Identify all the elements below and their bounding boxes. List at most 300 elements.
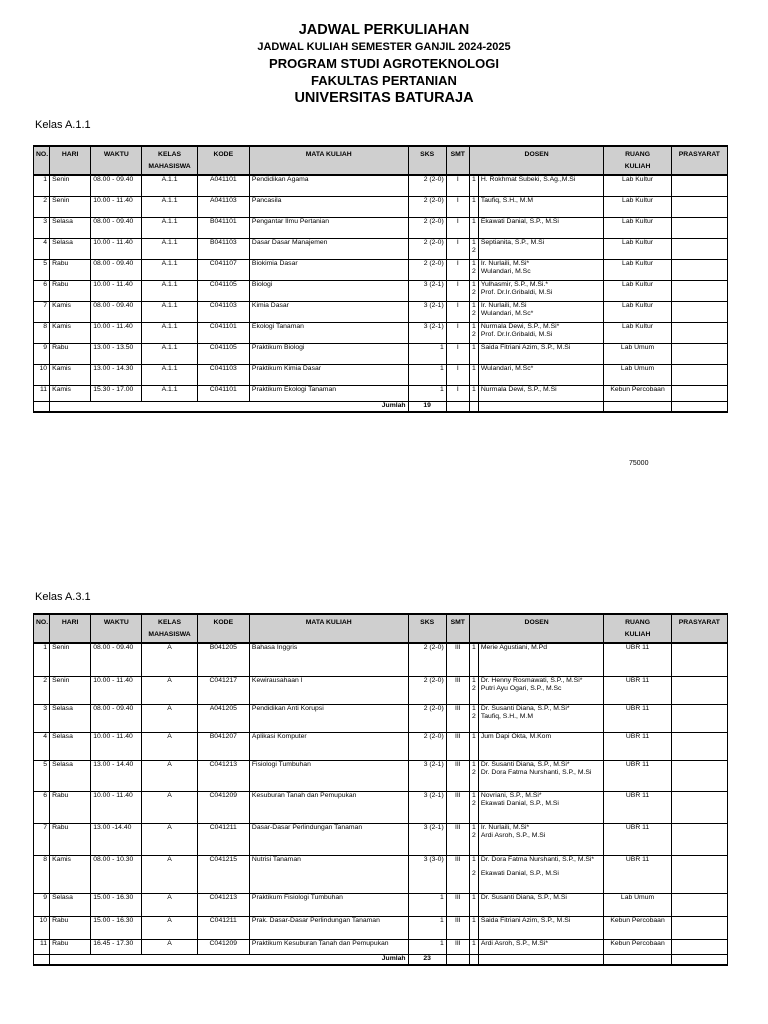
cell-mata-kuliah: Biokimia Dasar	[249, 259, 408, 280]
dosen-name: Ir. Nurlaili, M.Si*	[480, 823, 530, 831]
total-sks: 19	[408, 401, 446, 412]
cell-dosen-number	[469, 939, 478, 954]
cell-ruang: UBR 11	[604, 643, 671, 676]
cell-mata-kuliah: Dasar Dasar Manajemen	[249, 238, 408, 259]
cell-prasyarat	[671, 916, 727, 939]
cell-empty	[34, 401, 50, 412]
dosen-number: 1	[471, 916, 476, 924]
cell-smt: I	[446, 385, 469, 401]
dosen-number: 2	[471, 870, 476, 877]
cell-empty	[671, 954, 727, 965]
dosen-name: Merie Agustiani, M.Pd	[480, 644, 547, 651]
cell-kode: C041101	[197, 322, 249, 343]
table-row	[34, 196, 728, 217]
cell-kode: C041103	[197, 364, 249, 385]
cell-mata-kuliah: Pendidikan Agama	[249, 175, 408, 196]
cell-kelas: A	[142, 760, 197, 791]
cell-dosen-number	[469, 855, 478, 893]
col-header-dosen: DOSEN	[469, 146, 604, 175]
dosen-number: 1	[471, 760, 476, 768]
cell-hari: Rabu	[50, 939, 91, 954]
cell-sks: 3 (3-0)	[408, 855, 446, 893]
table-row	[34, 238, 728, 259]
cell-dosen	[478, 238, 604, 259]
col-header-no: NO.	[34, 614, 50, 643]
col-header-kelas-line: MAHASISWA	[148, 631, 191, 638]
cell-ruang: UBR 11	[604, 823, 671, 855]
table-row	[34, 893, 728, 916]
dosen-number: 1	[471, 217, 476, 225]
cell-ruang: Kebun Percobaan	[604, 385, 671, 401]
dosen-name: Prof. Dr.Ir.Gribaldi, M.Si	[480, 331, 553, 338]
cell-hari: Senin	[50, 676, 91, 704]
table-row	[34, 823, 728, 855]
cell-no: 4	[34, 732, 50, 760]
cell-prasyarat	[671, 175, 727, 196]
cell-kelas: A	[142, 893, 197, 916]
cell-kode: C041101	[197, 385, 249, 401]
dosen-number: 1	[471, 196, 476, 204]
cell-empty	[604, 401, 671, 412]
cell-dosen	[478, 322, 604, 343]
dosen-number: 1	[471, 644, 476, 651]
dosen-number: 2	[471, 713, 476, 720]
cell-smt: I	[446, 343, 469, 364]
cell-prasyarat	[671, 791, 727, 823]
cell-mata-kuliah: Ekologi Tanaman	[249, 322, 408, 343]
cell-ruang: Lab Kultur	[604, 301, 671, 322]
cell-dosen-number	[469, 364, 478, 385]
cell-dosen-number	[469, 791, 478, 823]
table-row	[34, 343, 728, 364]
cell-waktu: 10.00 - 11.40	[91, 196, 142, 217]
cell-ruang: UBR 11	[604, 760, 671, 791]
cell-kode: C041209	[197, 939, 249, 954]
cell-kelas: A.1.1	[142, 196, 197, 217]
cell-prasyarat	[671, 760, 727, 791]
cell-no: 11	[34, 939, 50, 954]
cell-mata-kuliah: Praktikum Kesuburan Tanah dan Pemupukan	[249, 939, 408, 954]
cell-sks: 3 (2-1)	[408, 280, 446, 301]
dosen-number: 1	[471, 176, 476, 183]
dosen-number: 1	[471, 855, 476, 863]
dosen-name: Saida Fitriani Azim, S.P., M.Si	[480, 343, 571, 351]
cell-ruang: UBR 11	[604, 732, 671, 760]
table-header-row	[34, 146, 728, 175]
cell-no: 4	[34, 238, 50, 259]
cell-smt: III	[446, 704, 469, 732]
cell-hari: Kamis	[50, 322, 91, 343]
cell-dosen	[478, 760, 604, 791]
dosen-name: Dr. Susanti Diana, S.P., M.Si*	[480, 704, 570, 712]
dosen-number: 1	[471, 280, 476, 288]
cell-dosen-number	[469, 259, 478, 280]
cell-prasyarat	[671, 217, 727, 238]
col-header-ruang-line: RUANG	[625, 619, 650, 626]
cell-ruang: Lab Kultur	[604, 238, 671, 259]
cell-prasyarat	[671, 643, 727, 676]
cell-dosen-number	[469, 893, 478, 916]
table-row	[34, 385, 728, 401]
cell-hari: Selasa	[50, 732, 91, 760]
cell-kode: C041213	[197, 760, 249, 791]
cell-empty	[446, 954, 469, 965]
cell-kode: C041107	[197, 259, 249, 280]
cell-dosen-number	[469, 704, 478, 732]
cell-no: 9	[34, 893, 50, 916]
cell-dosen-number	[469, 760, 478, 791]
cell-mata-kuliah: Praktikum Biologi	[249, 343, 408, 364]
cell-dosen-number	[469, 916, 478, 939]
cell-dosen	[478, 385, 604, 401]
cell-hari: Senin	[50, 175, 91, 196]
cell-prasyarat	[671, 364, 727, 385]
cell-mata-kuliah: Nutrisi Tanaman	[249, 855, 408, 893]
cell-sks: 2 (2-0)	[408, 175, 446, 196]
total-sks: 23	[408, 954, 446, 965]
cell-smt: I	[446, 322, 469, 343]
dosen-name: Septianita, S.P., M.Si	[480, 238, 545, 246]
cell-no: 1	[34, 175, 50, 196]
cell-dosen-number	[469, 280, 478, 301]
dosen-number: 1	[471, 732, 476, 740]
document-title: JADWAL PERKULIAHAN	[298, 22, 470, 38]
section-label-a11: Kelas A.1.1	[35, 119, 91, 131]
table-row	[34, 643, 728, 676]
cell-prasyarat	[671, 704, 727, 732]
cell-waktu: 08.00 - 09.40	[91, 217, 142, 238]
cell-kelas: A.1.1	[142, 322, 197, 343]
cell-kelas: A.1.1	[142, 364, 197, 385]
col-header-ruang-line: KULIAH	[624, 163, 651, 170]
col-header-prasyarat: PRASYARAT	[671, 146, 727, 175]
dosen-number: 2	[471, 247, 476, 254]
cell-dosen	[478, 823, 604, 855]
cell-waktu: 08.00 - 10.30	[91, 855, 142, 893]
cell-kelas: A.1.1	[142, 259, 197, 280]
cell-no: 6	[34, 280, 50, 301]
col-header-waktu: WAKTU	[91, 146, 142, 175]
program-name: PROGRAM STUDI AGROTEKNOLOGI	[269, 56, 499, 71]
cell-no: 1	[34, 643, 50, 676]
cell-kelas: A	[142, 916, 197, 939]
cell-dosen	[478, 855, 604, 893]
cell-sks: 1	[408, 385, 446, 401]
cell-kode: B041101	[197, 217, 249, 238]
cell-sks: 3 (2-1)	[408, 791, 446, 823]
cell-dosen-number	[469, 196, 478, 217]
cell-ruang: Kebun Percobaan	[604, 916, 671, 939]
cell-kode: C041105	[197, 343, 249, 364]
cell-mata-kuliah: Praktikum Ekologi Tanaman	[249, 385, 408, 401]
cell-mata-kuliah: Pengantar Ilmu Pertanian	[249, 217, 408, 238]
table-row	[34, 855, 728, 893]
cell-prasyarat	[671, 301, 727, 322]
cell-kode: C041211	[197, 823, 249, 855]
cell-kelas: A.1.1	[142, 301, 197, 322]
col-header-waktu: WAKTU	[91, 614, 142, 643]
cell-no: 8	[34, 855, 50, 893]
cell-ruang: Lab Umum	[604, 343, 671, 364]
cell-no: 3	[34, 704, 50, 732]
col-header-kelas-line: KELAS	[158, 619, 182, 626]
cell-smt: III	[446, 823, 469, 855]
col-header-mata-kuliah: MATA KULIAH	[249, 146, 408, 175]
cell-prasyarat	[671, 280, 727, 301]
cell-ruang: UBR 11	[604, 791, 671, 823]
cell-hari: Selasa	[50, 893, 91, 916]
cell-kelas: A	[142, 855, 197, 893]
dosen-number: 1	[471, 343, 476, 351]
dosen-name: Putri Ayu Ogari, S.P., M.Sc	[480, 685, 562, 692]
dosen-number: 1	[471, 259, 476, 267]
cell-hari: Rabu	[50, 343, 91, 364]
dosen-name: Ekawati Danial, S.P., M.Si	[480, 800, 559, 807]
cell-sks: 2 (2-0)	[408, 732, 446, 760]
cell-hari: Kamis	[50, 855, 91, 893]
dosen-name: Nurmala Dewi, S.P., M.Si	[480, 385, 557, 393]
cell-kelas: A.1.1	[142, 280, 197, 301]
cell-dosen	[478, 364, 604, 385]
cell-empty	[469, 954, 478, 965]
cell-kelas: A	[142, 676, 197, 704]
cell-empty	[478, 401, 604, 412]
dosen-number: 2	[471, 310, 476, 317]
cell-waktu: 08.00 - 09.40	[91, 259, 142, 280]
cell-waktu: 13.00 - 13.50	[91, 343, 142, 364]
cell-kode: C041105	[197, 280, 249, 301]
side-note: 75000	[629, 460, 649, 467]
col-header-ruang	[604, 614, 671, 643]
cell-smt: III	[446, 855, 469, 893]
cell-smt: III	[446, 791, 469, 823]
cell-smt: III	[446, 676, 469, 704]
cell-dosen	[478, 343, 604, 364]
cell-ruang: Lab Kultur	[604, 280, 671, 301]
cell-sks: 1	[408, 893, 446, 916]
cell-no: 7	[34, 823, 50, 855]
cell-no: 5	[34, 259, 50, 280]
cell-no: 11	[34, 385, 50, 401]
cell-sks: 1	[408, 364, 446, 385]
cell-mata-kuliah: Praktikum Kimia Dasar	[249, 364, 408, 385]
cell-smt: III	[446, 893, 469, 916]
cell-sks: 2 (2-0)	[408, 217, 446, 238]
total-label: Jumlah	[50, 401, 409, 412]
cell-kode: A041101	[197, 175, 249, 196]
cell-smt: I	[446, 238, 469, 259]
cell-no: 9	[34, 343, 50, 364]
col-header-kelas-line: MAHASISWA	[148, 163, 191, 170]
cell-empty	[604, 954, 671, 965]
dosen-number: 2	[471, 331, 476, 338]
cell-sks: 3 (2-1)	[408, 301, 446, 322]
cell-waktu: 13.00 -14.40	[91, 823, 142, 855]
cell-kode: C041103	[197, 301, 249, 322]
col-header-smt: SMT	[446, 614, 469, 643]
cell-sks: 3 (2-1)	[408, 823, 446, 855]
dosen-number: 1	[471, 322, 476, 330]
dosen-number: 1	[471, 301, 476, 309]
col-header-prasyarat: PRASYARAT	[671, 614, 727, 643]
cell-kelas: A	[142, 643, 197, 676]
dosen-number: 2	[471, 289, 476, 296]
cell-waktu: 15.30 - 17.00	[91, 385, 142, 401]
dosen-name: Taufiq, S.H., M.M	[480, 196, 533, 204]
cell-sks: 2 (2-0)	[408, 643, 446, 676]
cell-prasyarat	[671, 676, 727, 704]
table-row	[34, 791, 728, 823]
dosen-name: Prof. Dr.Ir.Gribaldi, M.Si	[480, 289, 553, 296]
cell-sks: 3 (2-1)	[408, 760, 446, 791]
cell-no: 2	[34, 196, 50, 217]
table-row	[34, 916, 728, 939]
dosen-number: 2	[471, 832, 476, 839]
cell-waktu: 16.45 - 17.30	[91, 939, 142, 954]
cell-waktu: 08.00 - 09.40	[91, 643, 142, 676]
cell-dosen	[478, 893, 604, 916]
cell-mata-kuliah: Fisiologi Tumbuhan	[249, 760, 408, 791]
cell-smt: III	[446, 916, 469, 939]
cell-kode: C041213	[197, 893, 249, 916]
dosen-number: 2	[471, 769, 476, 776]
dosen-name: Novriani, S.P., M.Si*	[480, 791, 542, 799]
cell-hari: Senin	[50, 196, 91, 217]
col-header-ruang-line: KULIAH	[624, 631, 651, 638]
cell-prasyarat	[671, 823, 727, 855]
dosen-number: 1	[471, 791, 476, 799]
cell-kelas: A.1.1	[142, 238, 197, 259]
cell-kelas: A	[142, 939, 197, 954]
cell-dosen	[478, 196, 604, 217]
cell-hari: Rabu	[50, 791, 91, 823]
cell-no: 7	[34, 301, 50, 322]
cell-hari: Senin	[50, 643, 91, 676]
cell-dosen-number	[469, 301, 478, 322]
dosen-name: Yulhasmir, S.P., M.Si.*	[480, 280, 548, 288]
cell-dosen-number	[469, 322, 478, 343]
cell-prasyarat	[671, 238, 727, 259]
cell-empty	[469, 401, 478, 412]
cell-dosen	[478, 916, 604, 939]
dosen-name: Ir. Nurlaili, M.Si	[480, 301, 527, 309]
cell-waktu: 10.00 - 11.40	[91, 238, 142, 259]
table-row	[34, 939, 728, 954]
cell-smt: I	[446, 259, 469, 280]
col-header-kelas	[142, 146, 197, 175]
cell-smt: I	[446, 175, 469, 196]
dosen-number: 1	[471, 939, 476, 947]
cell-waktu: 10.00 - 11.40	[91, 732, 142, 760]
cell-hari: Selasa	[50, 760, 91, 791]
cell-mata-kuliah: Praktikum Fisiologi Tumbuhan	[249, 893, 408, 916]
dosen-name: Dr. Susanti Diana, S.P., M.Si*	[480, 760, 570, 768]
cell-smt: I	[446, 364, 469, 385]
cell-ruang: Lab Kultur	[604, 259, 671, 280]
cell-waktu: 08.00 - 09.40	[91, 175, 142, 196]
cell-dosen-number	[469, 823, 478, 855]
cell-no: 2	[34, 676, 50, 704]
cell-waktu: 10.00 - 11.40	[91, 280, 142, 301]
cell-prasyarat	[671, 385, 727, 401]
cell-ruang: UBR 11	[604, 855, 671, 893]
cell-empty	[478, 954, 604, 965]
cell-hari: Kamis	[50, 364, 91, 385]
cell-dosen	[478, 791, 604, 823]
cell-ruang: Lab Kultur	[604, 196, 671, 217]
col-header-dosen: DOSEN	[469, 614, 604, 643]
table-row	[34, 364, 728, 385]
cell-prasyarat	[671, 259, 727, 280]
total-label: Jumlah	[50, 954, 409, 965]
dosen-number: 1	[471, 364, 476, 372]
col-header-kelas	[142, 614, 197, 643]
cell-prasyarat	[671, 322, 727, 343]
col-header-kode: KODE	[197, 614, 249, 643]
cell-dosen-number	[469, 676, 478, 704]
cell-no: 3	[34, 217, 50, 238]
col-header-ruang	[604, 146, 671, 175]
col-header-no: NO.	[34, 146, 50, 175]
cell-smt: I	[446, 301, 469, 322]
table-row	[34, 322, 728, 343]
col-header-ruang-line: RUANG	[625, 151, 650, 158]
dosen-name: Saida Fitriani Azim, S.P., M.Si	[480, 916, 571, 924]
cell-mata-kuliah: Pendidikan Anti Korupsi	[249, 704, 408, 732]
cell-sks: 2 (2-0)	[408, 676, 446, 704]
cell-dosen	[478, 217, 604, 238]
dosen-name: Dr. Dora Fatma Nurshanti, S.P., M.Si*	[480, 855, 595, 863]
cell-ruang: Kebun Percobaan	[604, 939, 671, 954]
cell-kelas: A.1.1	[142, 217, 197, 238]
cell-waktu: 13.00 - 14.40	[91, 760, 142, 791]
cell-dosen-number	[469, 175, 478, 196]
cell-mata-kuliah: Kesuburan Tanah dan Pemupukan	[249, 791, 408, 823]
table-row	[34, 301, 728, 322]
dosen-number: 1	[471, 893, 476, 901]
cell-dosen	[478, 643, 604, 676]
cell-sks: 2 (2-0)	[408, 196, 446, 217]
cell-dosen	[478, 175, 604, 196]
cell-hari: Rabu	[50, 259, 91, 280]
cell-prasyarat	[671, 855, 727, 893]
cell-mata-kuliah: Dasar-Dasar Perlindungan Tanaman	[249, 823, 408, 855]
cell-mata-kuliah: Biologi	[249, 280, 408, 301]
cell-ruang: Lab Kultur	[604, 175, 671, 196]
table-row	[34, 175, 728, 196]
table-row	[34, 676, 728, 704]
cell-smt: I	[446, 217, 469, 238]
table-row	[34, 760, 728, 791]
dosen-name: Wulandari, M.Sc	[480, 268, 531, 275]
section-label-a31: Kelas A.3.1	[35, 591, 91, 603]
cell-mata-kuliah: Aplikasi Komputer	[249, 732, 408, 760]
cell-waktu: 10.00 - 11.40	[91, 791, 142, 823]
table-row	[34, 704, 728, 732]
cell-ruang: Lab Umum	[604, 364, 671, 385]
cell-kode: B041103	[197, 238, 249, 259]
dosen-name: Dr. Dora Fatma Nurshanti, S.P., M.Si	[480, 769, 592, 776]
cell-mata-kuliah: Prak. Dasar-Dasar Perlindungan Tanaman	[249, 916, 408, 939]
cell-ruang: Lab Umum	[604, 893, 671, 916]
cell-no: 8	[34, 322, 50, 343]
dosen-name: Ekawati Danial, S.P., M.Si	[480, 217, 559, 225]
cell-ruang: UBR 11	[604, 704, 671, 732]
cell-hari: Rabu	[50, 916, 91, 939]
cell-empty	[446, 401, 469, 412]
cell-kode: C041211	[197, 916, 249, 939]
cell-ruang: UBR 11	[604, 676, 671, 704]
